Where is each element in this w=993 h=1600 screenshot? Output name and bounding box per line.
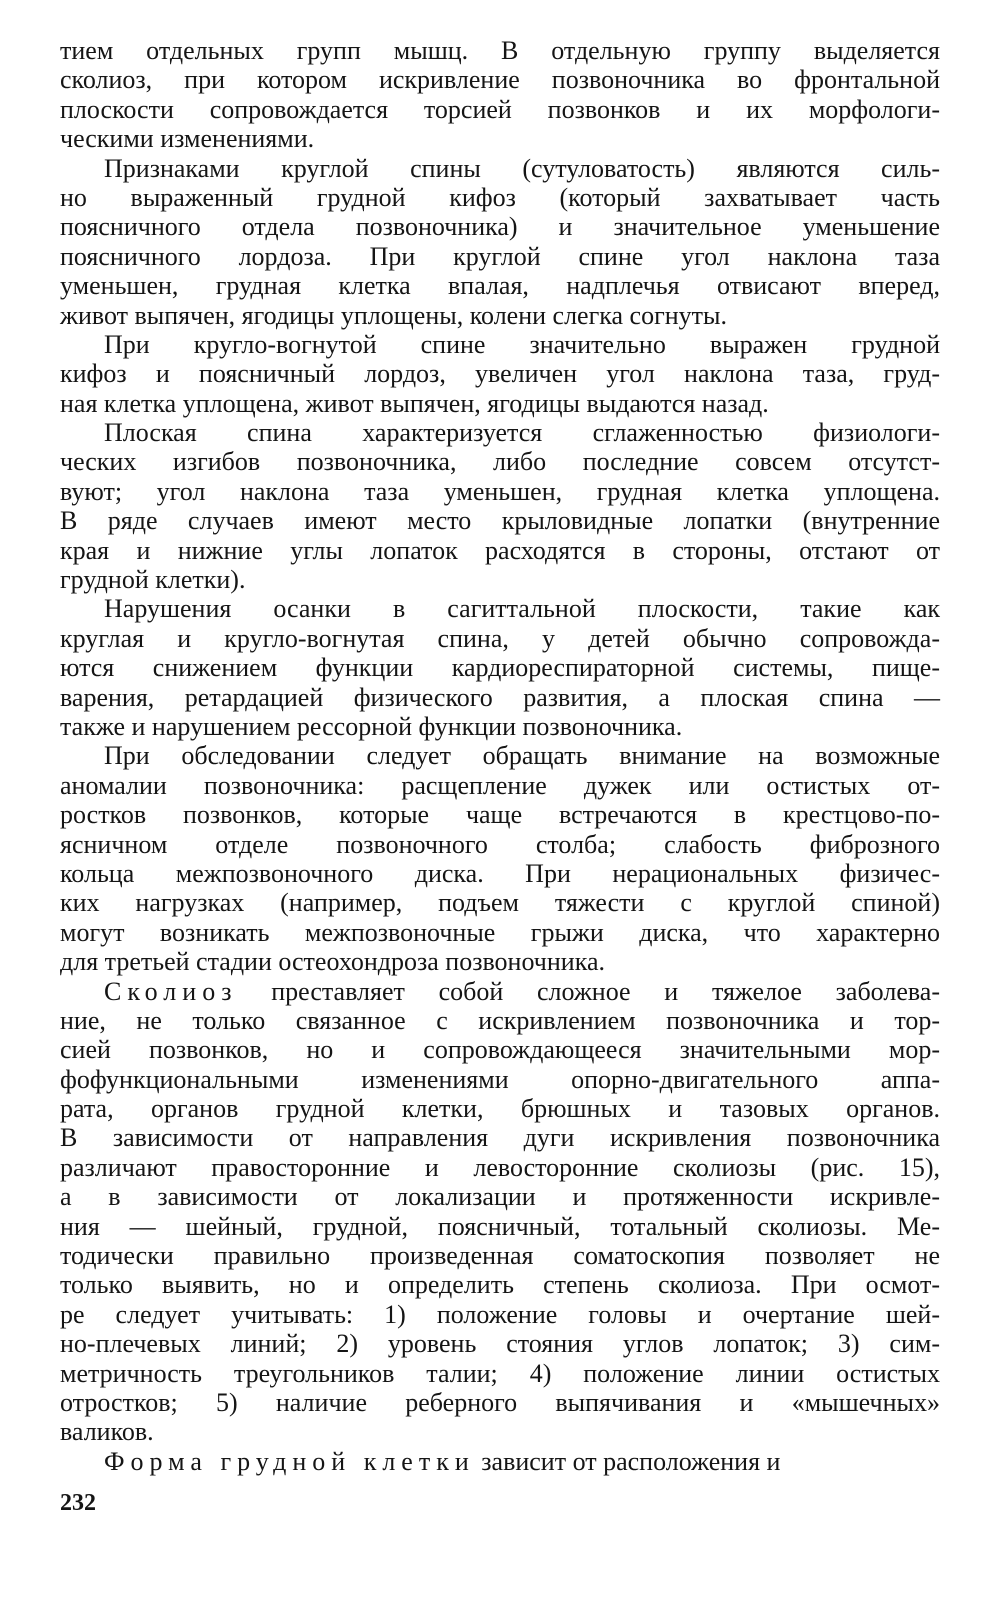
text-line: но выраженный грудной кифоз (который захватывает часть [60,182,940,212]
text-line: метричность треугольников талии; 4) положение линии остистых [60,1358,940,1388]
text-line: ческими изменениями. [60,124,315,154]
text-line: сией позвонков, но и сопровождающееся значительными мор- [60,1035,940,1065]
text-line: варения, ретардацией физического развития, а плоская спина — [60,682,940,712]
text-line: При кругло-вогнутой спине значительно выражен грудной [104,329,940,359]
paragraph [60,418,940,594]
text-line: ясничном отделе позвоночного столба; слабость фиброзного [60,829,940,859]
paragraph [60,1447,940,1476]
text-line: ре следует учитывать: 1) положение головы и очертание шей- [60,1299,940,1329]
text-line: живот выпячен, ягодицы уплощены, колени слегка согнуты. [60,300,727,330]
text-line: кольца межпозвоночного диска. При нерациональных физичес- [60,858,940,888]
text-line: фофункциональными изменениями опорно-двигательного аппа- [60,1064,940,1094]
paragraph [60,154,940,330]
text-line: круглая и кругло-вогнутая спина, у детей обычно сопровожда- [60,623,940,653]
text-line: Признаками круглой спины (сутуловатость) являются силь- [104,153,940,183]
text-line: для третьей стадии остеохондроза позвоночника. [60,947,605,977]
text-line: При обследовании следует обращать внимание на возможные [104,741,940,771]
text-line: ния — шейный, грудной, поясничный, тотальный сколиозы. Ме- [60,1211,940,1241]
text-line: Нарушения осанки в сагиттальной плоскости, такие как [104,594,940,624]
text-line: ная клетка уплощена, живот выпячен, ягодицы выдаются назад. [60,388,769,418]
paragraph [60,330,940,418]
text-line: сколиоз, при котором искривление позвоночника во фронтальной [60,65,940,95]
text-line: ются снижением функции кардиореспираторной системы, пище- [60,653,940,683]
text-line: края и нижние углы лопаток расходятся в стороны, отстают от [60,535,940,565]
text-line: вуют; угол наклона таза уменьшен, грудная клетка уплощена. [60,476,940,506]
line-text: преставляет собой сложное и тяжелое заболева- [237,976,940,1006]
spaced-term: Сколиоз [104,976,238,1006]
paragraph [60,977,940,1447]
text-line: поясничного лордоза. При круглой спине угол наклона таза [60,241,940,271]
text-line [60,977,940,1006]
text-line: валиков. [60,1417,154,1447]
text-line: также и нарушением рессорной функции позвоночника. [60,711,683,741]
text-line: В зависимости от направления дуги искривления позвоночника [60,1123,940,1153]
text-line: могут возникать межпозвоночные грыжи диска, что характерно [60,917,940,947]
line-text: зависит от расположения и [474,1446,781,1476]
paragraph [60,741,940,976]
text-line: а в зависимости от локализации и протяженности искривле- [60,1182,940,1212]
page-body [60,36,940,1476]
text-line: рата, органов грудной клетки, брюшных и тазовых органов. [60,1094,940,1124]
spaced-term: Форма грудной клетки [104,1446,475,1476]
text-line: только выявить, но и определить степень сколиоза. При осмот- [60,1270,940,1300]
text-line: ких нагрузках (например, подъем тяжести с круглой спиной) [60,888,940,918]
text-line: Плоская спина характеризуется сглаженностью физиологи- [104,418,940,448]
text-line: поясничного отдела позвоночника) и значительное уменьшение [60,212,940,242]
text-line: грудной клетки). [60,565,246,595]
text-line: кифоз и поясничный лордоз, увеличен угол наклона таза, груд- [60,359,940,389]
text-line: аномалии позвоночника: расщепление дужек или остистых от- [60,770,940,800]
page-number: 232 [60,1490,96,1516]
text-line: но-плечевых линий; 2) уровень стояния углов лопаток; 3) сим- [60,1329,940,1359]
text-line [60,1447,940,1476]
text-line: плоскости сопровождается торсией позвонков и их морфологи- [60,94,940,124]
text-line: тием отдельных групп мышц. В отдельную группу выделяется [60,36,940,65]
text-line: ческих изгибов позвоночника, либо последние совсем отсутст- [60,447,940,477]
text-line: В ряде случаев имеют место крыловидные лопатки (внутренние [60,506,940,536]
text-line: ние, не только связанное с искривлением позвоночника и тор- [60,1005,940,1035]
paragraph [60,36,940,154]
text-line: тодически правильно произведенная соматоскопия позволяет не [60,1241,940,1271]
paragraph [60,594,940,741]
text-line: ростков позвонков, которые чаще встречаются в крестцово-по- [60,800,940,830]
text-line: уменьшен, грудная клетка впалая, надплечья отвисают вперед, [60,271,940,301]
text-line: различают правосторонние и левосторонние сколиозы (рис. 15), [60,1152,940,1182]
text-line: отростков; 5) наличие реберного выпячивания и «мышечных» [60,1387,940,1417]
